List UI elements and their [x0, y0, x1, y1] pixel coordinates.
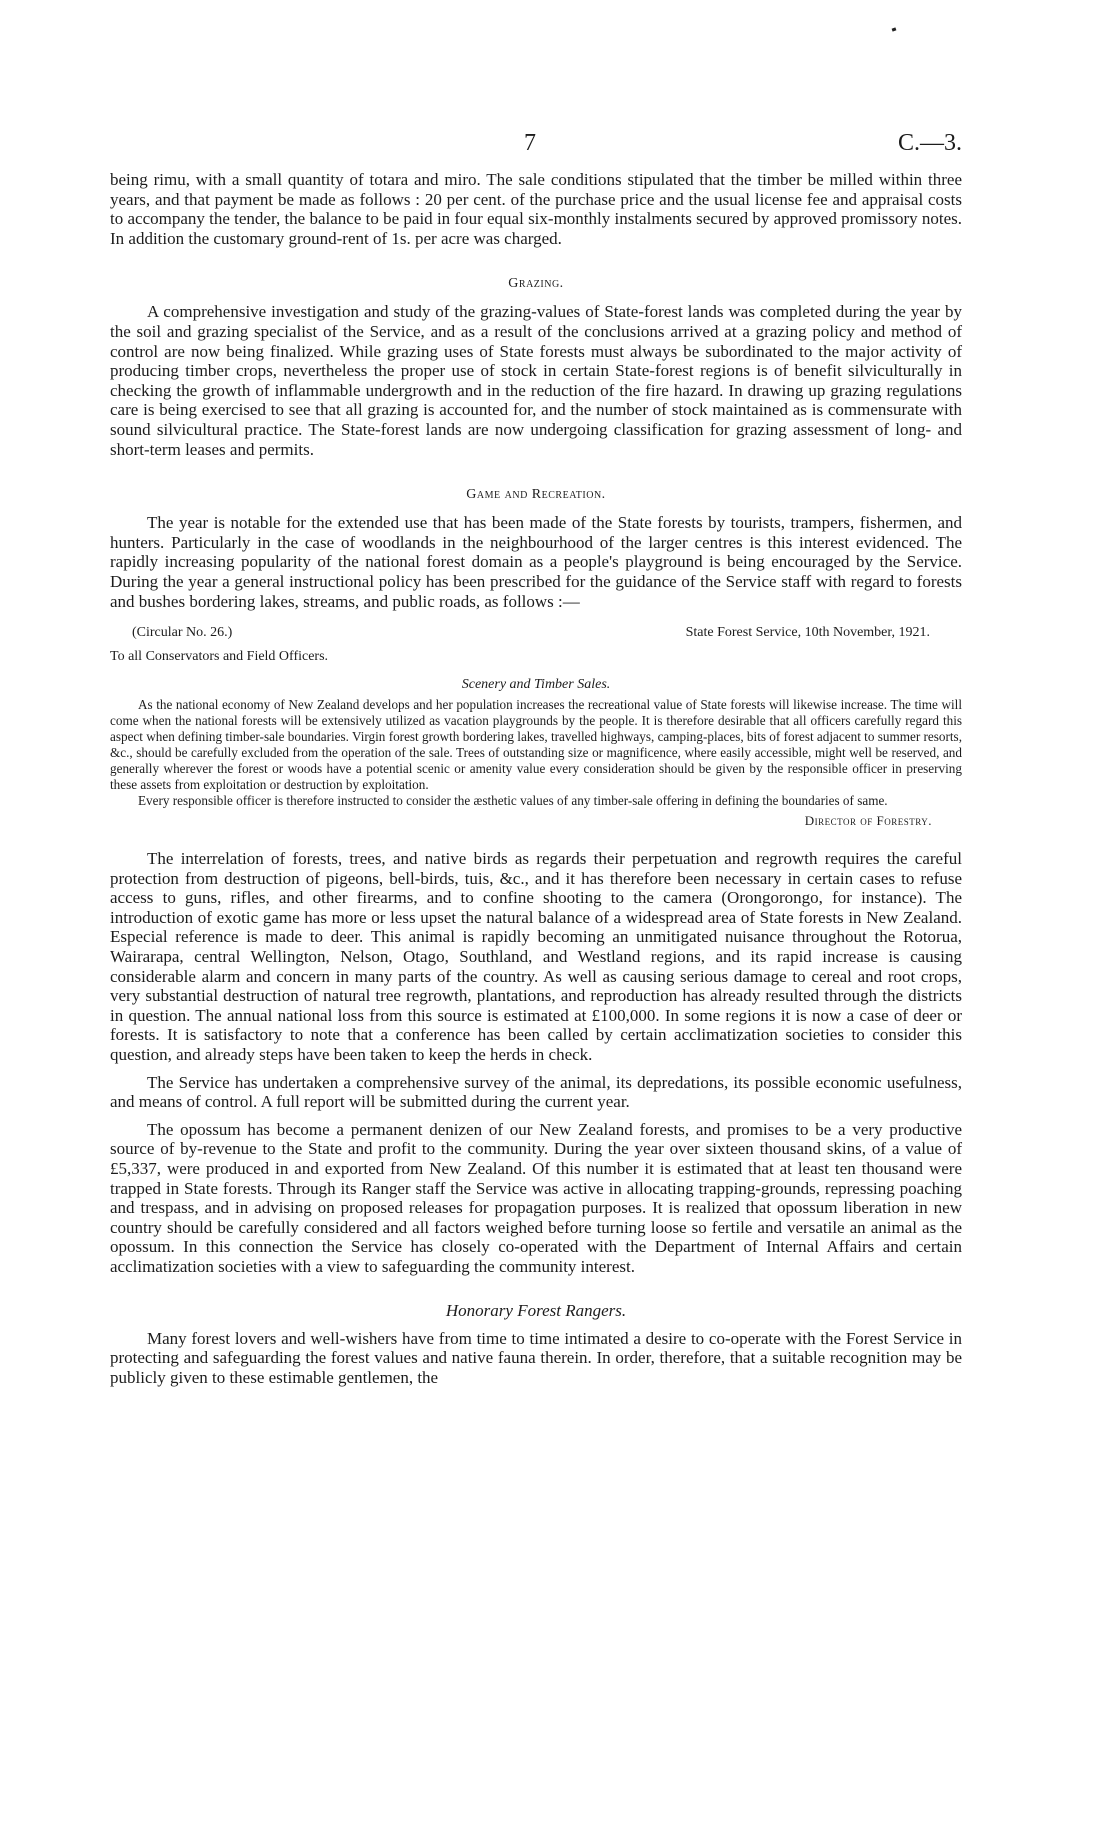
- circular-signature: Director of Forestry.: [804, 813, 932, 829]
- birds-deer-paragraph: The interrelation of forests, trees, and native birds as regards their perpetuation and regrowth requires the careful protection from destruction of pigeons, bell-birds, tuis, &c., and it has therefore been necessary in certain cases to refuse access to guns, rifles, and other firearms, and to confine shooting to the camera (Orongorongo, for instance). The introduction of exotic game has more or less upset the natural balance of a widespread area of State forests in New Zealand. Especial reference is made to deer. This animal is rapidly becoming an unmitigated nuisance throughout the Rotorua, Wairarapa, central Wellington, Nelson, Otago, Southland, and Westland regions, and its rapid increase is causing considerable alarm and concern in many parts of the country. As well as causing serious damage to cereal and root crops, very substantial destruction of natural tree regrowth, plantations, and reproduction has already resulted through the districts in question. The annual national loss from this source is estimated at £100,000. In some regions it is now a case of deer or forests. It is satisfactory to note that a conference has been called by certain acclimatization societies to consider this question, and already steps have been taken to keep the herds in check.: [110, 849, 962, 1065]
- document-page: [110, 130, 962, 1387]
- circular-title: Scenery and Timber Sales.: [461, 677, 611, 693]
- page-number: 7: [524, 130, 536, 156]
- circular-number: (Circular No. 26.): [132, 625, 233, 641]
- opossum-paragraph: The opossum has become a permanent denizen of our New Zealand forests, and promises to be a very productive source of by-revenue to the State and profit to the community. During the year over sixteen thousand skins, of a value of £5,337, were produced in and exported from New Zealand. Of this number it is estimated that at least ten thousand were trapped in State forests. Through its Ranger staff the Service was active in allocating trapping-grounds, repressing poaching and trespass, and in advising on proposed releases for propagation purposes. It is realized that opossum liberation in new country should be carefully considered and all factors weighed before turning loose so fertile and versatile an animal as the opossum. In this connection the Service has closely co-operated with the Department of Internal Affairs and certain acclimatization societies with a view to safeguarding the community interest.: [110, 1119, 962, 1276]
- grazing-heading: Grazing.: [508, 276, 564, 292]
- game-recreation-paragraph: The year is notable for the extended use that has been made of the State forests by tourists, trampers, fishermen, and hunters. Particularly in the case of woodlands in the neighbourhood of the larger centres is this interest evidenced. The rapidly increasing popularity of the national forest domain as a people's playground is being encouraged by the Service. During the year a general instructional policy has been prescribed for the guidance of the Service staff with regard to forests and bushes bordering lakes, streams, and public roads, as follows :—: [110, 513, 962, 611]
- circular-header: [110, 625, 962, 647]
- game-recreation-heading: Game and Recreation.: [466, 487, 606, 503]
- survey-paragraph: The Service has undertaken a comprehensive survey of the animal, its depredations, its possible economic usefulness, and means of control. A full report will be submitted during the current year.: [110, 1072, 962, 1112]
- circular-addressee: To all Conservators and Field Officers.: [110, 649, 329, 665]
- circular-date: State Forest Service, 10th November, 1921.: [685, 625, 930, 641]
- document-reference: C.—3.: [897, 130, 962, 156]
- circular-paragraph-1: As the national economy of New Zealand develops and her population increases the recreational value of State forests will likewise increase. The time will come when the national forests will be extensively utilized as vacation playgrounds by the people. It is therefore desirable that all officers carefully regard this aspect when defining timber-sale boundaries. Virgin forest growth bordering lakes, travelled highways, camping-places, bits of forest adjacent to summer resorts, &c., should be carefully excluded from the operation of the sale. Trees of outstanding size or magnificence, where easily accessible, might well be reserved, and generally wherever the forest or woods have a potential scenic or amenity value every consideration should be given by the responsible officer in preserving these assets from exploitation or destruction by exploitation.: [110, 697, 962, 793]
- circular-paragraph-2: Every responsible officer is therefore instructed to consider the æsthetic values of any timber-sale offering in defining the boundaries of same.: [138, 793, 888, 809]
- grazing-paragraph: A comprehensive investigation and study of the grazing-values of State-forest lands was completed during the year by the soil and grazing specialist of the Service, and as a result of the conclusions arrived at a grazing policy and method of control are now being finalized. While grazing uses of State forests must always be subordinated to the major activity of producing timber crops, nevertheless the proper use of stock in certain State-forest regions is of benefit silviculturally in checking the growth of inflammable undergrowth and in the reduction of the fire hazard. In drawing up grazing regulations care is being exercised to see that all grazing is accounted for, and the number of stock maintained as is commensurate with sound silvicultural practice. The State-forest lands are now undergoing classification for grazing assessment of long- and short-term leases and permits.: [110, 302, 962, 459]
- page-header: [110, 130, 962, 170]
- intro-paragraph: being rimu, with a small quantity of totara and miro. The sale conditions stipulated that the timber be milled within three years, and that payment be made as follows : 20 per cent. of the purchase price and the usual license fee and appraisal costs to accompany the tender, the balance to be paid in four equal six-monthly instalments secured by approved promissory notes. In addition the customary ground-rent of 1s. per acre was charged.: [110, 170, 962, 248]
- rangers-paragraph: Many forest lovers and well-wishers have from time to time intimated a desire to co-operate with the Forest Service in protecting and safeguarding the forest values and native fauna therein. In order, therefore, that a suitable recognition may be publicly given to these estimable gentlemen, the: [110, 1328, 962, 1387]
- stray-ink-mark: [892, 27, 897, 31]
- rangers-heading: Honorary Forest Rangers.: [445, 1300, 627, 1320]
